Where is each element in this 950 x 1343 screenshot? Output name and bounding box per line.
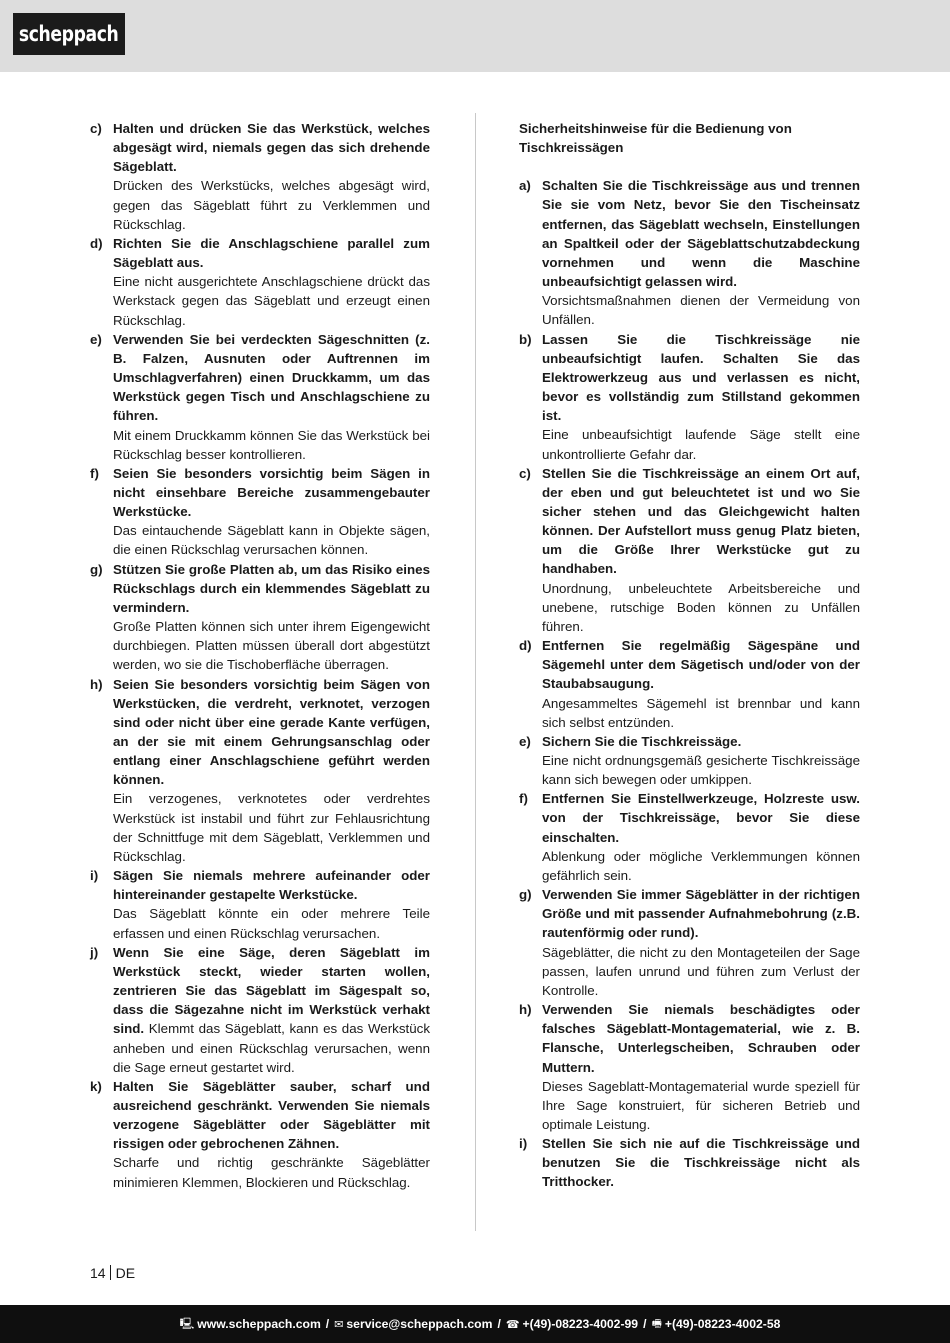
item-explanation: Große Platten können sich unter ihrem Eigengewicht durchbiegen. Platten müssen überall dort abgestützt werden, wo sie die Tischoberfläche überragen. — [113, 619, 430, 673]
left-column — [90, 119, 430, 1192]
item-instruction: Sägen Sie niemals mehrere aufeinander oder hintereinander gestapelte Werkstücke. — [113, 868, 430, 903]
list-item — [90, 560, 430, 675]
list-item — [90, 464, 430, 560]
list-item — [519, 885, 860, 1000]
list-item — [90, 330, 430, 464]
footer-website-link[interactable]: www.scheppach.com — [197, 1317, 321, 1331]
item-letter: d) — [519, 638, 532, 654]
item-instruction: Stellen Sie die Tischkreissäge an einem Ort auf, der eben und gut beleuchtetet ist und wo Sie sicher stehen und das Gleichgewicht halten können. Der Aufstellort muss genug Platz bieten, um die Größe Ihrer Werkstücke gut zu handhaben. — [542, 465, 860, 577]
item-explanation: Sägeblätter, die nicht zu den Montageteilen der Sage passen, laufen unrund und führen zum Verlust der Kontrolle. — [542, 944, 860, 998]
page-number — [90, 1265, 135, 1281]
item-letter: a) — [519, 178, 531, 194]
list-item — [519, 330, 860, 464]
item-explanation: Eine nicht ausgerichtete Anschlagschiene drückt das Werkstack gegen das Sägeblatt und erzeugt einen Rückschlag. — [113, 274, 430, 328]
item-letter: f) — [519, 791, 528, 807]
item-instruction: Verwenden Sie immer Sägeblätter in der richtigen Größe und mit passender Aufnahmebohrung (z.B. rautenförmig oder rund). — [542, 887, 860, 941]
item-instruction: Stellen Sie sich nie auf die Tischkreissäge und benutzen Sie die Tischkreissäge nicht als Tritthocker. — [542, 1136, 860, 1190]
item-letter: i) — [90, 868, 99, 884]
item-letter: f) — [90, 465, 99, 481]
footer-separator: / — [325, 1317, 330, 1331]
item-explanation: Eine nicht ordnungsgemäß gesicherte Tischkreissäge kann sich bewegen oder umkippen. — [542, 753, 860, 788]
page-number-value: 14 — [90, 1265, 106, 1281]
item-explanation: Das Sägeblatt könnte ein oder mehrere Teile erfassen und einen Rückschlag verursachen. — [113, 906, 430, 941]
item-letter: e) — [519, 733, 531, 749]
list-item — [519, 1134, 860, 1191]
item-explanation: Das eintauchende Sägeblatt kann in Objekte sägen, die einen Rückschlag verursachen können. — [113, 523, 430, 558]
footer-bar — [0, 1305, 950, 1343]
footer-phone: +(49)-08223-4002-99 — [522, 1317, 639, 1331]
list-item — [519, 1000, 860, 1134]
item-instruction: Seien Sie besonders vorsichtig beim Sägen in nicht einsehbare Bereiche zusammengebauter Werkstücke. — [113, 465, 430, 520]
header-band — [0, 0, 950, 72]
footer-fax: +(49)-08223-4002-58 — [664, 1317, 781, 1331]
item-explanation: Klemmt das Sägeblatt, kann es das Werkstück anheben und einen Rückschlag verursachen, wenn die Sage erneut gestartet wird. — [113, 1021, 430, 1075]
item-instruction: Lassen Sie die Tischkreissäge nie unbeaufsichtigt laufen. Schalten Sie das Elektrowerkzeug aus und verlassen es nicht, bevor es vollständig zum Stillstand gekommen ist. — [542, 331, 860, 424]
list-item — [519, 176, 860, 329]
item-letter: b) — [519, 331, 532, 347]
item-letter: g) — [90, 561, 103, 577]
list-item — [90, 119, 430, 234]
item-explanation: Vorsichtsmaßnahmen dienen der Vermeidung von Unfällen. — [542, 293, 860, 328]
item-explanation: Mit einem Druckkamm können Sie das Werkstück bei Rückschlag besser kontrollieren. — [113, 427, 430, 462]
item-explanation: Eine unbeaufsichtigt laufende Säge stellt eine unkontrollierte Gefahr dar. — [542, 427, 860, 462]
item-instruction: Halten Sie Sägeblätter sauber, scharf und ausreichend geschränkt. Verwenden Sie niemals verzogene Sägeblätter oder Sägeblätter mit rissigen oder gebrochenen Zähnen. — [113, 1078, 430, 1152]
logo-text: scheppach — [19, 22, 119, 46]
item-instruction: Verwenden Sie bei verdeckten Sägeschnitten (z. B. Falzen, Ausnuten oder Auftrennen im Umschlagverfahren) einen Druckkamm, um das Werkstück gegen Tisch und Anschlagschiene zu führen. — [113, 331, 430, 424]
list-item — [90, 234, 430, 330]
item-letter: c) — [519, 465, 531, 481]
item-instruction: Schalten Sie die Tischkreissäge aus und trennen Sie sie vom Netz, bevor Sie den Tischeinsatz entfernen, das Sägeblatt wechseln, Einstellungen an Spaltkeil oder der Sägeblattschutzabdeckung vornehmen und wenn die Maschine unbeaufsichtigt gelassen wird. — [542, 178, 860, 290]
item-letter: h) — [90, 676, 103, 692]
item-explanation: Unordnung, unbeleuchtete Arbeitsbereiche und unebene, rutschige Boden können zu Unfällen führen. — [542, 580, 860, 634]
item-explanation: Ein verzogenes, verknotetes oder verdrehtes Werkstück ist instabil und führt zur Fehlausrichtung der Schnittfuge mit dem Sägeblatt, Verklemmen und Rückschlag. — [113, 791, 430, 864]
item-letter: d) — [90, 235, 103, 251]
footer-separator: / — [497, 1317, 501, 1331]
item-instruction: Verwenden Sie niemals beschädigtes oder falsches Sägeblatt-Montagematerial, wie z. B. Flansche, Unterlegscheiben, Schrauben oder Muttern. — [542, 1002, 860, 1075]
right-column — [519, 119, 860, 1192]
item-instruction: Entfernen Sie Einstellwerkzeuge, Holzreste usw. von der Tischkreissäge, bevor Sie diese einschalten. — [542, 791, 860, 845]
item-explanation: Scharfe und richtig geschränkte Sägeblätter minimieren Klemmen, Blockieren und Rückschlag. — [113, 1155, 430, 1190]
list-item — [519, 732, 860, 789]
page-language: DE — [115, 1265, 136, 1281]
item-letter: i) — [519, 1136, 528, 1152]
list-item — [90, 1077, 430, 1192]
item-letter: e) — [90, 331, 102, 347]
list-item — [519, 636, 860, 732]
item-instruction: Wenn Sie eine Säge, deren Sägeblatt im Werkstück steckt, wieder starten wollen, zentrieren Sie das Sägeblatt im Sägespalt so, dass die Sägezahne nicht im Werkstück verhakt sind. — [113, 944, 430, 1037]
list-item — [90, 866, 430, 943]
item-instruction: Entfernen Sie regelmäßig Sägespäne und Sägemehl unter dem Sägetisch und/oder von der Staubabsaugung. — [542, 638, 860, 692]
item-letter: k) — [90, 1078, 102, 1094]
footer-separator: / — [643, 1317, 647, 1331]
section-heading: Sicherheitshinweise für die Bedienung von Tischkreissägen — [519, 121, 792, 156]
item-instruction: Sichern Sie die Tischkreissäge. — [542, 733, 742, 749]
phone-icon: ☎ — [505, 1318, 520, 1331]
fax-icon: 🖷 — [651, 1317, 662, 1330]
item-instruction: Seien Sie besonders vorsichtig beim Sägen von Werkstücken, die verdreht, verknotet, verzogen sind oder nicht über eine gerade Kante verfügen, an der sie mit einem Gehrungsanschlag oder entlang einer Anschlagschiene geführt werden können. — [113, 676, 430, 788]
item-letter: g) — [519, 887, 532, 903]
computer-icon: 🖳 — [179, 1317, 195, 1330]
item-instruction: Stützen Sie große Platten ab, um das Risiko eines Rückschlags durch ein klemmendes Sägeblatt zu vermindern. — [113, 561, 430, 615]
item-instruction: Richten Sie die Anschlagschiene parallel zum Sägeblatt aus. — [113, 235, 430, 271]
item-letter: c) — [90, 121, 102, 136]
list-item — [519, 464, 860, 636]
list-item — [519, 789, 860, 885]
item-explanation: Drücken des Werkstücks, welches abgesägt wird, gegen das Sägeblatt führt zu Verklemmen und Rückschlag. — [113, 178, 430, 232]
envelope-icon: ✉ — [334, 1318, 344, 1331]
list-item — [90, 675, 430, 867]
list-item — [90, 943, 430, 1077]
item-explanation: Dieses Sageblatt-Montagematerial wurde speziell für Ihre Sage konstruiert, für sicheren Betrieb und optimale Leistung. — [542, 1078, 860, 1132]
item-instruction: Halten und drücken Sie das Werkstück, welches abgesägt wird, niemals gegen das sich drehende Sägeblatt. — [113, 121, 430, 175]
item-explanation: Ablenkung oder mögliche Verklemmungen können gefährlich sein. — [542, 848, 860, 883]
item-letter: j) — [90, 944, 99, 960]
column-divider — [475, 113, 476, 1231]
footer-email-link[interactable]: service@scheppach.com — [346, 1317, 493, 1331]
item-explanation: Angesammeltes Sägemehl ist brennbar und kann sich selbst entzünden. — [542, 695, 860, 730]
page-separator — [110, 1265, 111, 1280]
item-letter: h) — [519, 1002, 532, 1018]
scheppach-logo — [13, 13, 125, 55]
